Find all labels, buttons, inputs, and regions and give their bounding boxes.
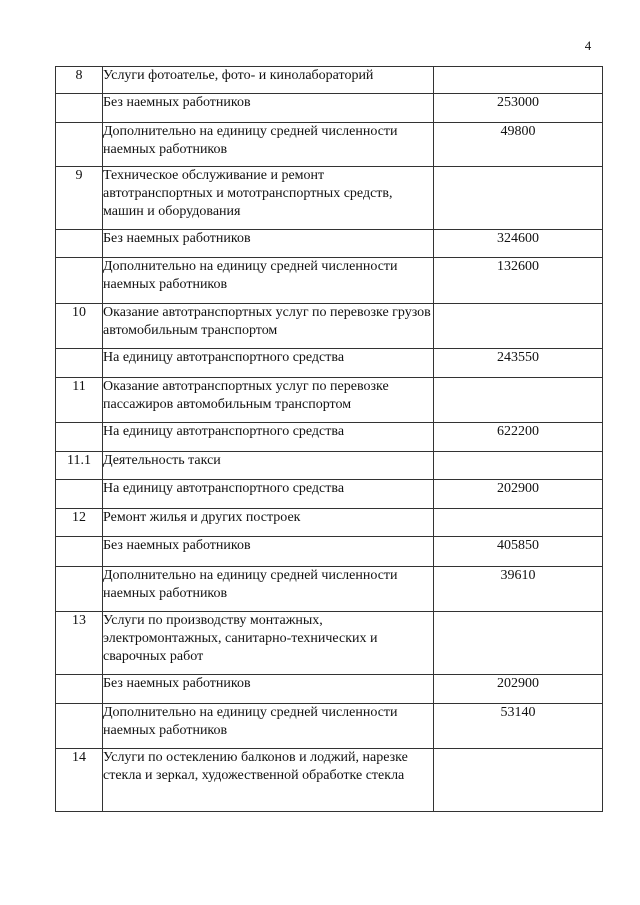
row-number: 14 bbox=[56, 749, 103, 812]
row-description: Оказание автотранспортных услуг по перевозке грузов автомобильным транспортом bbox=[103, 304, 434, 349]
table-row bbox=[56, 749, 603, 812]
table-row bbox=[56, 423, 603, 452]
tariff-table bbox=[55, 66, 603, 812]
row-number bbox=[56, 567, 103, 612]
row-value: 243550 bbox=[434, 349, 603, 378]
row-description: Без наемных работников bbox=[103, 230, 434, 258]
table-row bbox=[56, 167, 603, 230]
row-number: 8 bbox=[56, 67, 103, 94]
row-number: 11 bbox=[56, 378, 103, 423]
table-row bbox=[56, 537, 603, 567]
row-number: 12 bbox=[56, 509, 103, 537]
row-value: 253000 bbox=[434, 94, 603, 123]
table-row bbox=[56, 612, 603, 675]
row-number: 9 bbox=[56, 167, 103, 230]
row-value bbox=[434, 167, 603, 230]
row-number bbox=[56, 230, 103, 258]
row-value: 39610 bbox=[434, 567, 603, 612]
row-description: Дополнительно на единицу средней численности наемных работников bbox=[103, 567, 434, 612]
row-value: 53140 bbox=[434, 704, 603, 749]
table-row bbox=[56, 480, 603, 509]
row-number bbox=[56, 258, 103, 304]
row-description: Услуги по производству монтажных, электромонтажных, санитарно-технических и сварочных работ bbox=[103, 612, 434, 675]
row-number bbox=[56, 349, 103, 378]
row-value bbox=[434, 749, 603, 812]
row-number bbox=[56, 480, 103, 509]
table-row bbox=[56, 230, 603, 258]
row-value bbox=[434, 378, 603, 423]
row-value bbox=[434, 612, 603, 675]
row-number bbox=[56, 123, 103, 167]
row-number bbox=[56, 675, 103, 704]
row-description: Деятельность такси bbox=[103, 452, 434, 480]
table-row bbox=[56, 567, 603, 612]
table-row bbox=[56, 349, 603, 378]
row-description: На единицу автотранспортного средства bbox=[103, 423, 434, 452]
row-description: На единицу автотранспортного средства bbox=[103, 349, 434, 378]
row-description: Без наемных работников bbox=[103, 675, 434, 704]
row-number: 11.1 bbox=[56, 452, 103, 480]
row-description: Услуги по остеклению балконов и лоджий, нарезке стекла и зеркал, художественной обработке стекла bbox=[103, 749, 434, 812]
table-row bbox=[56, 123, 603, 167]
table-row bbox=[56, 704, 603, 749]
tariff-table-body bbox=[56, 67, 603, 812]
row-number bbox=[56, 704, 103, 749]
row-number bbox=[56, 94, 103, 123]
table-row bbox=[56, 378, 603, 423]
row-description: Ремонт жилья и других построек bbox=[103, 509, 434, 537]
row-value: 49800 bbox=[434, 123, 603, 167]
table-row bbox=[56, 94, 603, 123]
row-value: 202900 bbox=[434, 675, 603, 704]
row-description: Дополнительно на единицу средней численности наемных работников bbox=[103, 258, 434, 304]
page-number: 4 bbox=[584, 38, 592, 53]
row-value: 202900 bbox=[434, 480, 603, 509]
table-row bbox=[56, 675, 603, 704]
row-number: 10 bbox=[56, 304, 103, 349]
row-description: Дополнительно на единицу средней численности наемных работников bbox=[103, 704, 434, 749]
row-description: Без наемных работников bbox=[103, 537, 434, 567]
row-number: 13 bbox=[56, 612, 103, 675]
row-description: Услуги фотоателье, фото- и кинолабораторий bbox=[103, 67, 434, 94]
row-number bbox=[56, 423, 103, 452]
row-description: На единицу автотранспортного средства bbox=[103, 480, 434, 509]
row-number bbox=[56, 537, 103, 567]
row-value: 405850 bbox=[434, 537, 603, 567]
row-description: Дополнительно на единицу средней численности наемных работников bbox=[103, 123, 434, 167]
row-description: Техническое обслуживание и ремонт автотранспортных и мототранспортных средств, машин и оборудования bbox=[103, 167, 434, 230]
row-value: 132600 bbox=[434, 258, 603, 304]
table-row bbox=[56, 509, 603, 537]
table-row bbox=[56, 304, 603, 349]
row-value: 324600 bbox=[434, 230, 603, 258]
row-value bbox=[434, 452, 603, 480]
row-value bbox=[434, 67, 603, 94]
table-row bbox=[56, 67, 603, 94]
row-description: Без наемных работников bbox=[103, 94, 434, 123]
table-row bbox=[56, 258, 603, 304]
table-row bbox=[56, 452, 603, 480]
row-description: Оказание автотранспортных услуг по перевозке пассажиров автомобильным транспортом bbox=[103, 378, 434, 423]
row-value: 622200 bbox=[434, 423, 603, 452]
row-value bbox=[434, 304, 603, 349]
row-value bbox=[434, 509, 603, 537]
